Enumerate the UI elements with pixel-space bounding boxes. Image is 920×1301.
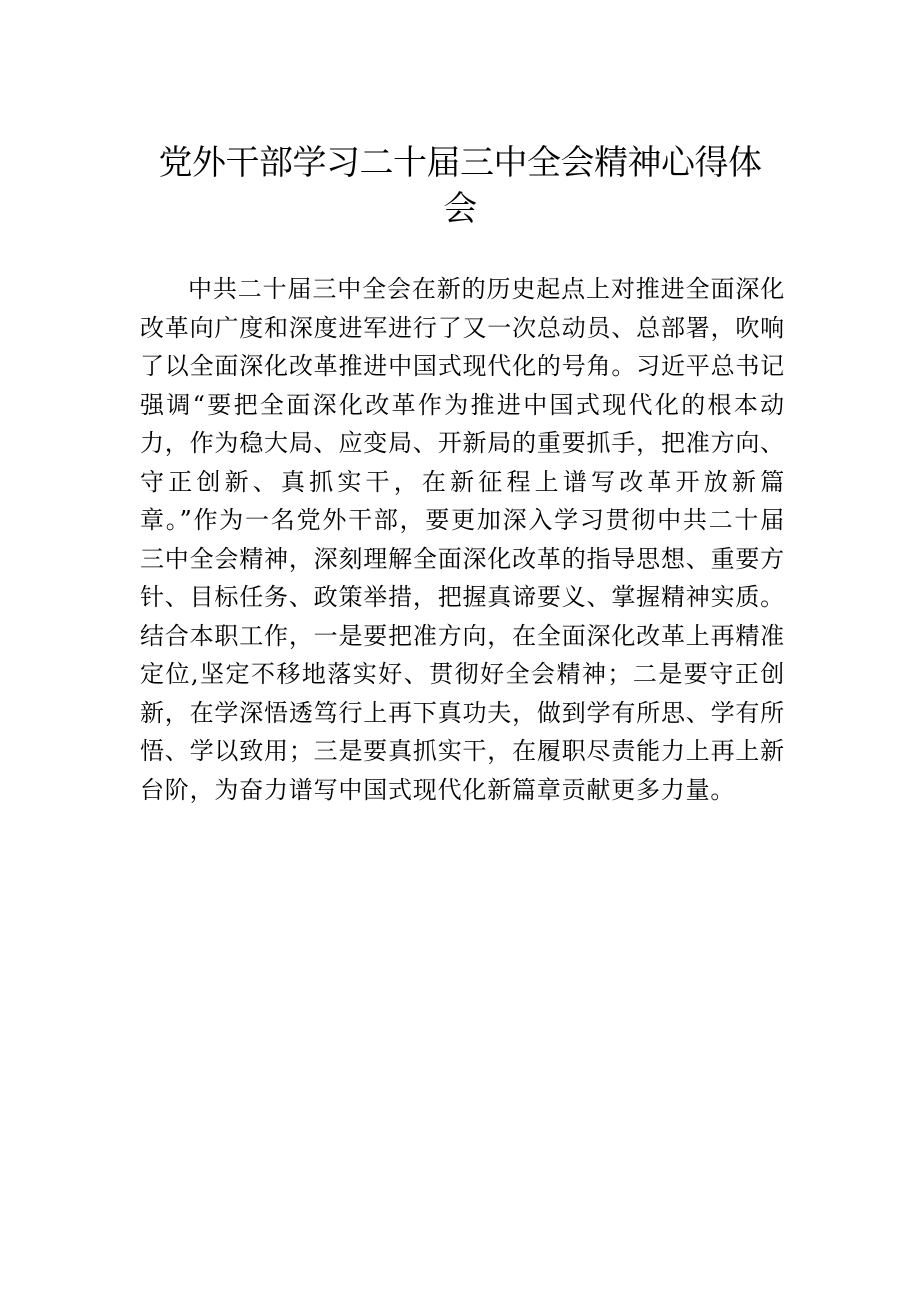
document-title: 党外干部学习二十届三中全会精神心得体会 (158, 143, 762, 229)
body-paragraph: 中共二十届三中全会在新的历史起点上对推进全面深化改革向广度和深度进军进行了又一次总动员、总部署，吹响了以全面深化改革推进中国式现代化的号角。习近平总书记强调“要把全面深化改革作为推进中国式现代化的根本动力，作为稳大局、应变局、开新局的重要抓手，把准方向、守正创新、真抓实干，在新征程上谱写改革开放新篇章。”作为一名党外干部，要更加深入学习贯彻中共二十届三中全会精神，深刻理解全面深化改革的指导思想、重要方针、目标任务、政策举措，把握真谛要义、掌握精神实质。结合本职工作，一是要把准方向，在全面深化改革上再精准定位,坚定不移地落实好、贯彻好全会精神；二是要守正创新，在学深悟透笃行上再下真功夫，做到学有所思、学有所悟、学以致用；三是要真抓实干，在履职尽责能力上再上新台阶，为奋力谱写中国式现代化新篇章贡献更多力量。 (140, 275, 785, 804)
